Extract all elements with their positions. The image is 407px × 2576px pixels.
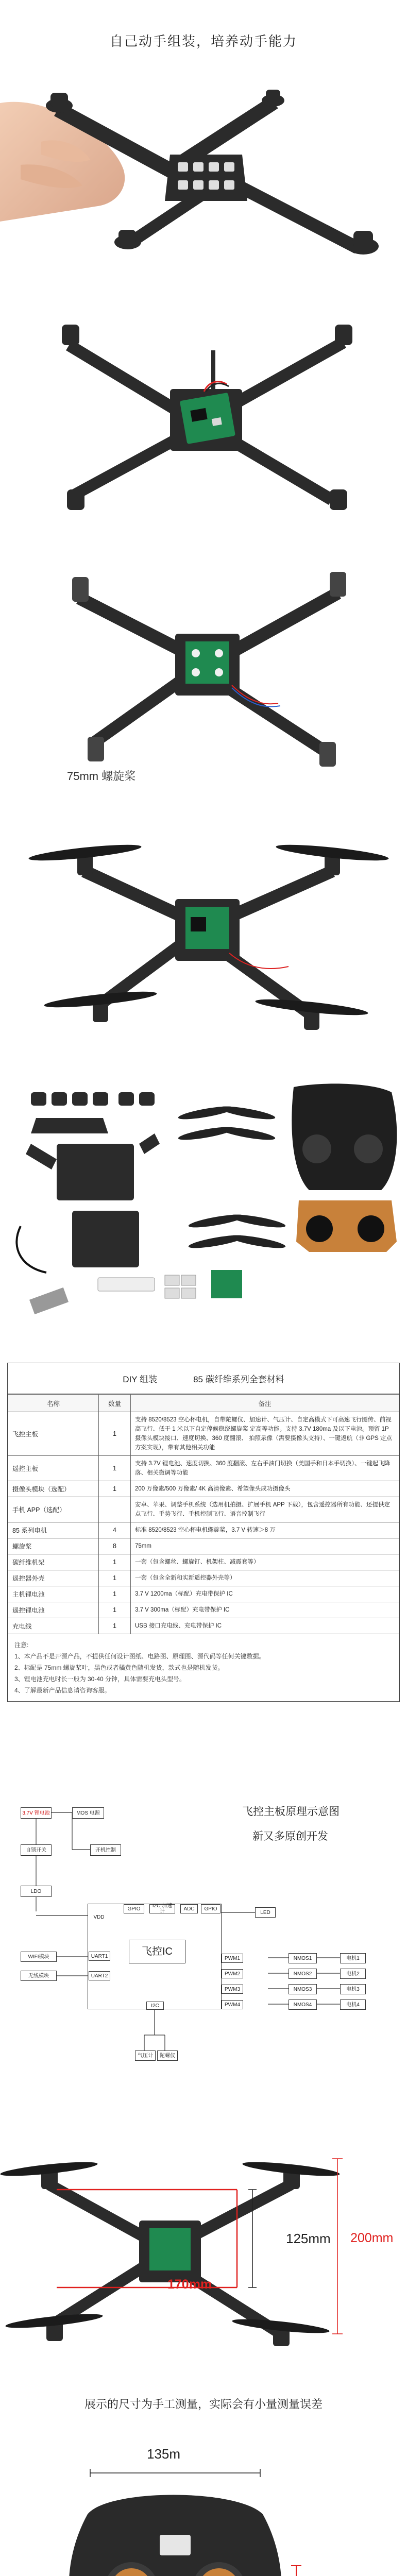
block-i2c: I2C	[146, 2002, 164, 2010]
measurement-note: 展示的尺寸为手工测量，实际会有小量测量误差	[84, 2398, 323, 2411]
notes-row	[8, 1634, 399, 1702]
row-qty	[99, 1497, 131, 1522]
hero-section	[0, 0, 407, 268]
row-name: 碳纤维机架	[8, 1554, 99, 1570]
block-ldo: LDO	[21, 1886, 52, 1897]
block-motor1: 电机1	[340, 1953, 366, 1963]
block-nmos2: NMOS2	[289, 1969, 317, 1979]
dim-diagonal: 200mm	[350, 2231, 394, 2245]
block-pwm1: PWM1	[222, 1954, 243, 1963]
mcu-label: 飞控IC	[129, 1940, 185, 1963]
row-name: 遥控主板	[8, 1456, 99, 1481]
row-name: 螺旋桨	[8, 1538, 99, 1554]
block-wifi: WIFI模块	[21, 1952, 57, 1962]
spec-heading-left: DIY 组装	[123, 1375, 158, 1384]
assembled-frame-motors-photo	[0, 531, 407, 773]
row-qty: 1	[99, 1586, 131, 1602]
row-name: 手机 APP（选配）	[8, 1497, 99, 1522]
block-vdd: VDD	[89, 1912, 109, 1922]
row-note: 一套（包含螺丝、螺旋钉、机架柱、减震套等）	[131, 1554, 399, 1570]
table-row	[8, 1570, 399, 1586]
row-qty: 4	[99, 1522, 131, 1538]
row-qty: 1	[99, 1618, 131, 1634]
row-note: 安卓、苹果、调整手机系统（选用机拍摄、扩展手机 APP 下载），包含遥控器所有功能、还提供定点飞行、手势飞行、手机控制飞行、语音控制飞行	[131, 1497, 399, 1522]
block-gpio-right: GPIO	[201, 1904, 221, 1913]
col-note: 备注	[131, 1395, 399, 1412]
spec-header-row	[8, 1395, 399, 1412]
row-note: 75mm	[131, 1538, 399, 1554]
table-row	[8, 1481, 399, 1497]
row-qty: 8	[99, 1538, 131, 1554]
table-row	[8, 1497, 399, 1522]
block-pwm2: PWM2	[222, 1969, 243, 1978]
block-motor3: 电机3	[340, 1984, 366, 1994]
col-qty: 数量	[99, 1395, 131, 1412]
block-led: LED	[255, 1907, 276, 1918]
row-name: 遥控锂电池	[8, 1602, 99, 1618]
table-row	[8, 1538, 399, 1554]
dim-remote-width: 135m	[147, 2446, 181, 2462]
block-gpio-left: GPIO	[124, 1904, 144, 1913]
block-gyro: 陀螺仪	[157, 2050, 178, 2061]
spec-heading	[8, 1363, 399, 1394]
row-name: 遥控器外壳	[8, 1570, 99, 1586]
row-name: 主机锂电池	[8, 1586, 99, 1602]
block-motor4: 电机4	[340, 1999, 366, 2010]
dim-inner-width: 170mm	[167, 2277, 212, 2292]
block-power-input: 3.7V 锂电池	[21, 1807, 52, 1819]
remote-dimension-photo	[0, 2468, 407, 2576]
row-qty: 1	[99, 1481, 131, 1497]
block-diagram	[0, 1793, 407, 2081]
flight-controller-pcb	[180, 393, 235, 444]
block-nmos4: NMOS4	[289, 1999, 317, 2010]
assembled-drone-props-photo	[0, 788, 407, 1046]
col-name: 名称	[8, 1395, 99, 1412]
row-name: 充电线	[8, 1618, 99, 1634]
block-adc: ADC	[180, 1904, 198, 1913]
block-i2c-top: I2C 加速计	[149, 1904, 175, 1913]
diagram-title: 飞控主板原理示意图	[242, 1806, 340, 1818]
row-note: 支持 8520/8523 空心杯电机，自带陀螺仪、加速计、气压计、自定高模式下可高速飞行图传、前视高飞行、低于 1 米以下自定停候稳绕螺旋桨 定高等功能。支持 3.7V 180ma 及以下电池。预留 1P 摄像头模块接口、速度切换、360 度翻滚、 拍照录像（需要摄像头支持）、一键返航（非 GPS 定点方案实现），带有其他相关功能	[131, 1412, 399, 1456]
dimension-drone-photo	[0, 2112, 407, 2380]
dim-arm-span: 125mm	[286, 2231, 331, 2246]
block-uart2: UART2	[89, 1971, 110, 1980]
diagram-subtitle: 新又多原创开发	[252, 1831, 328, 1842]
row-note: 支持 3.7V 锂电池、速度切换、360 度翻滚、左右手油门切换（美国手和日本手切换）、一键起飞降落、相关微调等功能	[131, 1456, 399, 1481]
block-switch-control: 开机控制	[90, 1844, 121, 1856]
table-row	[8, 1554, 399, 1570]
row-note: USB 接口充电线、充电带保护 IC	[131, 1618, 399, 1634]
row-qty: 1	[99, 1570, 131, 1586]
block-baro: 气压计	[135, 2050, 156, 2061]
block-pwm3: PWM3	[222, 1985, 243, 1994]
frame-with-board-photo	[0, 289, 407, 531]
spec-heading-right: 85 碳纤维系列全套材料	[193, 1375, 284, 1384]
spec-rows	[8, 1394, 399, 1702]
block-uart1: UART1	[89, 1952, 110, 1961]
remote-shell-black	[292, 1083, 397, 1190]
block-rx: 无线模块	[21, 1971, 57, 1981]
kit-contents-photo	[0, 1072, 407, 1319]
table-row	[8, 1618, 399, 1634]
block-motor2: 电机2	[340, 1969, 366, 1979]
note-item: 2、标配是 75mm 螺旋桨叶，黑色或者橘黄色随机发货，款式也是随机发货。	[14, 1664, 224, 1671]
note-item: 1、本产品不是开源产品，不提供任何设计图纸、电路图、原理图、源代码等任何关键数据。	[14, 1653, 265, 1660]
note-item: 3、锂电池充电时长一般为 30-40 分钟，具体需要充电头型号。	[14, 1675, 186, 1683]
note-item: 4、了解最新产品信息请咨询客服。	[14, 1687, 111, 1694]
block-nmos3: NMOS3	[289, 1984, 317, 1994]
hero-title: 自己动手组装，培养动手能力	[109, 33, 297, 49]
notes-cell	[8, 1634, 399, 1702]
table-row	[8, 1522, 399, 1538]
row-name: 85 系列电机	[8, 1522, 99, 1538]
block-nmos1: NMOS1	[289, 1953, 317, 1963]
row-qty: 1	[99, 1412, 131, 1456]
row-qty: 1	[99, 1602, 131, 1618]
row-note: 200 万像素/500 万像素/ 4K 高清像素、希望像头成功摄像头	[131, 1481, 399, 1497]
block-mos: MOS 电源	[72, 1807, 104, 1819]
table-row	[8, 1456, 399, 1481]
notes-title: 注意:	[14, 1641, 29, 1649]
row-note: 3.7 V 1200ma（标配）充电带保护 IC	[131, 1586, 399, 1602]
row-note: 标准 8520/8523 空心杯电机螺旋桨，3.7 V 转速＞8 万	[131, 1522, 399, 1538]
table-row	[8, 1412, 399, 1456]
block-pwm4: PWM4	[222, 2000, 243, 2009]
table-row	[8, 1586, 399, 1602]
propeller-size-label: 75mm 螺旋桨	[67, 770, 136, 783]
row-qty: 1	[99, 1554, 131, 1570]
table-row	[8, 1602, 399, 1618]
row-name: 飞控主板	[8, 1412, 99, 1456]
row-name: 摄像头模块（选配）	[8, 1481, 99, 1497]
row-note: 一套（包含全新和实新遥控器外壳等）	[131, 1570, 399, 1586]
spec-table	[7, 1363, 400, 1702]
row-qty: 1	[99, 1456, 131, 1481]
hero-frame-photo	[0, 0, 407, 268]
row-note: 3.7 V 300ma（标配）充电带保护 IC	[131, 1602, 399, 1618]
block-power-switch: 自锁开关	[21, 1844, 52, 1856]
